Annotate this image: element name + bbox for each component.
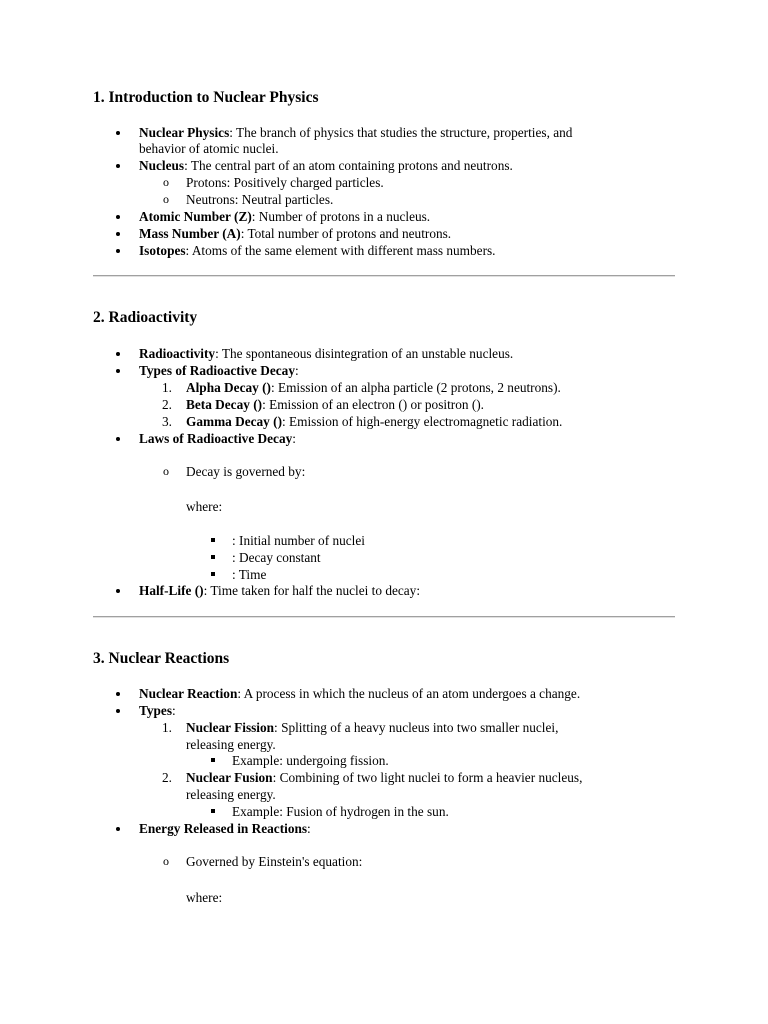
list-item-time: : Time: [232, 567, 267, 582]
term: Atomic Number (Z): [139, 209, 252, 224]
item-number: 3.: [162, 414, 172, 429]
definition: : Total number of protons and neutrons.: [240, 226, 452, 241]
list-item-atomic-number: [139, 208, 430, 225]
term: Beta Decay (): [186, 397, 263, 412]
term: Alpha Decay (): [186, 380, 271, 395]
list-item-neutrons: o Neutrons: Neutral particles.: [186, 191, 333, 208]
term: Half-Life (): [139, 583, 204, 598]
list-item-continuation: behavior of atomic nuclei.: [139, 141, 279, 156]
list-item-mass-number: [139, 225, 451, 242]
colon: :: [294, 363, 299, 378]
colon: :: [172, 703, 176, 718]
term: Nuclear Physics: [139, 125, 230, 140]
definition: : Atoms of the same element with different mass numbers.: [185, 243, 496, 258]
list-item-einstein: o Governed by Einstein's equation:: [186, 853, 362, 870]
term: Types: [139, 703, 173, 718]
term: Energy Released in Reactions: [139, 821, 308, 836]
list-item-nucleus: [139, 157, 513, 174]
term: Mass Number (A): [139, 226, 241, 241]
list-item-energy-released: [139, 820, 311, 837]
list-item-fusion: [162, 769, 583, 786]
definition: : Splitting of a heavy nucleus into two smaller nuclei,: [274, 720, 559, 735]
list-item-nuclear-reaction: [139, 685, 580, 702]
list-item-isotopes: [139, 242, 496, 259]
list-item-decay-constant: : Decay constant: [232, 550, 321, 565]
list-item-types: [139, 702, 176, 719]
where-label: where:: [186, 890, 223, 905]
list-item-laws: [139, 430, 296, 447]
list-item-beta: [162, 396, 484, 413]
term: Radioactivity: [139, 346, 216, 361]
term: Gamma Decay (): [186, 414, 282, 429]
definition: : Number of protons in a nucleus.: [251, 209, 431, 224]
definition: : Emission of high-energy electromagnetic radiation.: [282, 414, 563, 429]
definition: : The branch of physics that studies the structure, properties, and: [229, 125, 573, 140]
term: Laws of Radioactive Decay: [139, 431, 293, 446]
section-3-heading: 3. Nuclear Reactions: [93, 650, 230, 667]
list-item-protons: o Protons: Positively charged particles.: [186, 174, 384, 191]
term: Nuclear Fusion: [186, 770, 273, 785]
definition: : A process in which the nucleus of an atom undergoes a change.: [237, 686, 581, 701]
list-item-half-life: [139, 582, 420, 599]
list-item-types-decay: [139, 362, 299, 379]
term: Nucleus: [139, 158, 185, 173]
term: Isotopes: [139, 243, 186, 258]
colon: :: [292, 431, 296, 446]
list-item-decay-governed: o Decay is governed by:: [186, 463, 305, 480]
definition: : Emission of an alpha particle (2 protons, 2 neutrons).: [270, 380, 561, 395]
list-item-fission: [162, 719, 559, 736]
definition: : The spontaneous disintegration of an unstable nucleus.: [215, 346, 514, 361]
section-2-heading: 2. Radioactivity: [93, 309, 198, 326]
list-item-continuation: releasing energy.: [186, 787, 276, 802]
term: Types of Radioactive Decay: [139, 363, 295, 378]
where-label: where:: [186, 499, 223, 514]
divider: [93, 616, 675, 618]
item-number: 2.: [162, 770, 172, 785]
list-item-nuclear-physics: [139, 124, 572, 141]
list-item-fusion-example: Example: Fusion of hydrogen in the sun.: [232, 804, 449, 819]
list-item-alpha: [162, 379, 561, 396]
list-item-gamma: [162, 413, 563, 430]
item-number: 2.: [162, 397, 172, 412]
definition: : Combining of two light nuclei to form a heavier nucleus,: [272, 770, 583, 785]
term: Nuclear Fission: [186, 720, 275, 735]
definition: : The central part of an atom containing protons and neutrons.: [184, 158, 513, 173]
divider: [93, 275, 675, 277]
item-number: 1.: [162, 720, 172, 735]
section-1-heading: 1. Introduction to Nuclear Physics: [93, 89, 319, 106]
list-item-initial-nuclei: : Initial number of nuclei: [232, 533, 365, 548]
list-item-continuation: releasing energy.: [186, 737, 276, 752]
term: Nuclear Reaction: [139, 686, 238, 701]
definition: : Time taken for half the nuclei to decay:: [203, 583, 421, 598]
list-item-radioactivity: [139, 345, 513, 362]
item-number: 1.: [162, 380, 172, 395]
colon: :: [307, 821, 311, 836]
definition: : Emission of an electron () or positron ().: [262, 397, 484, 412]
list-item-fission-example: Example: undergoing fission.: [232, 753, 389, 768]
